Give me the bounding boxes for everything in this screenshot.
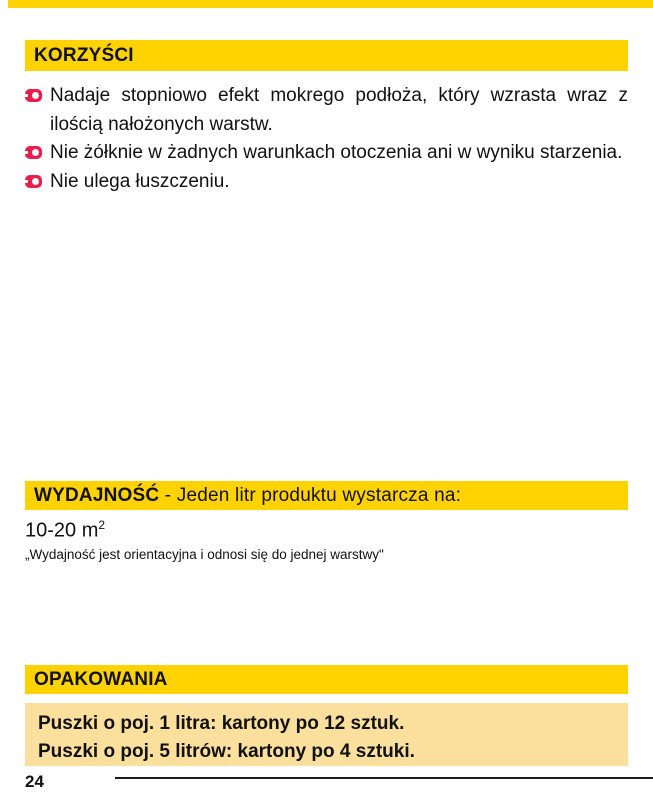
- coverage-superscript: 2: [98, 518, 106, 532]
- brand-bullet-icon: [25, 89, 42, 102]
- top-accent-strip: [8, 0, 653, 8]
- section-header-opakowania: [25, 665, 628, 694]
- list-item-text: Nie żółknie w żadnych warunkach otoczenia ani w wyniku starzenia.: [50, 142, 623, 163]
- section-title: OPAKOWANIA: [34, 668, 168, 690]
- list-item-text: Nadaje stopniowo efekt mokrego podłoża, który wzrasta wraz z ilością nałożonych warstw.: [50, 85, 628, 135]
- bullet-notch: [25, 180, 28, 183]
- bullet-notch: [25, 151, 28, 154]
- coverage-value: [25, 518, 105, 543]
- section-subtitle: - Jeden litr produktu wystarcza na:: [159, 484, 462, 506]
- packaging-line: Puszki o poj. 1 litra: kartony po 12 sztuk.: [38, 713, 405, 734]
- bullet-dot: [32, 92, 39, 99]
- list-item-text: Nie ulega łuszczeniu.: [50, 170, 230, 192]
- list-item: [25, 168, 628, 197]
- bullet-dot: [32, 149, 39, 156]
- section-header-wydajnosc: [25, 481, 628, 510]
- section-title: WYDAJNOŚĆ: [34, 484, 160, 506]
- coverage-note: „Wydajność jest orientacyjna i odnosi się do jednej warstwy": [25, 547, 384, 562]
- packaging-line: Puszki o poj. 5 litrów: kartony po 4 sztuki.: [38, 741, 415, 762]
- bullet-dot: [32, 178, 39, 185]
- benefits-list: [25, 82, 628, 196]
- packaging-info-box: [25, 703, 628, 766]
- section-header-korzysci: [25, 40, 628, 71]
- list-item: [25, 139, 628, 168]
- coverage-number: 10-20 m: [25, 519, 99, 542]
- page-number: 24: [25, 772, 44, 791]
- section-title: KORZYŚCI: [34, 44, 134, 66]
- list-item: [25, 82, 628, 139]
- brand-bullet-icon: [25, 175, 42, 188]
- bullet-notch: [25, 94, 28, 97]
- brand-bullet-icon: [25, 146, 42, 159]
